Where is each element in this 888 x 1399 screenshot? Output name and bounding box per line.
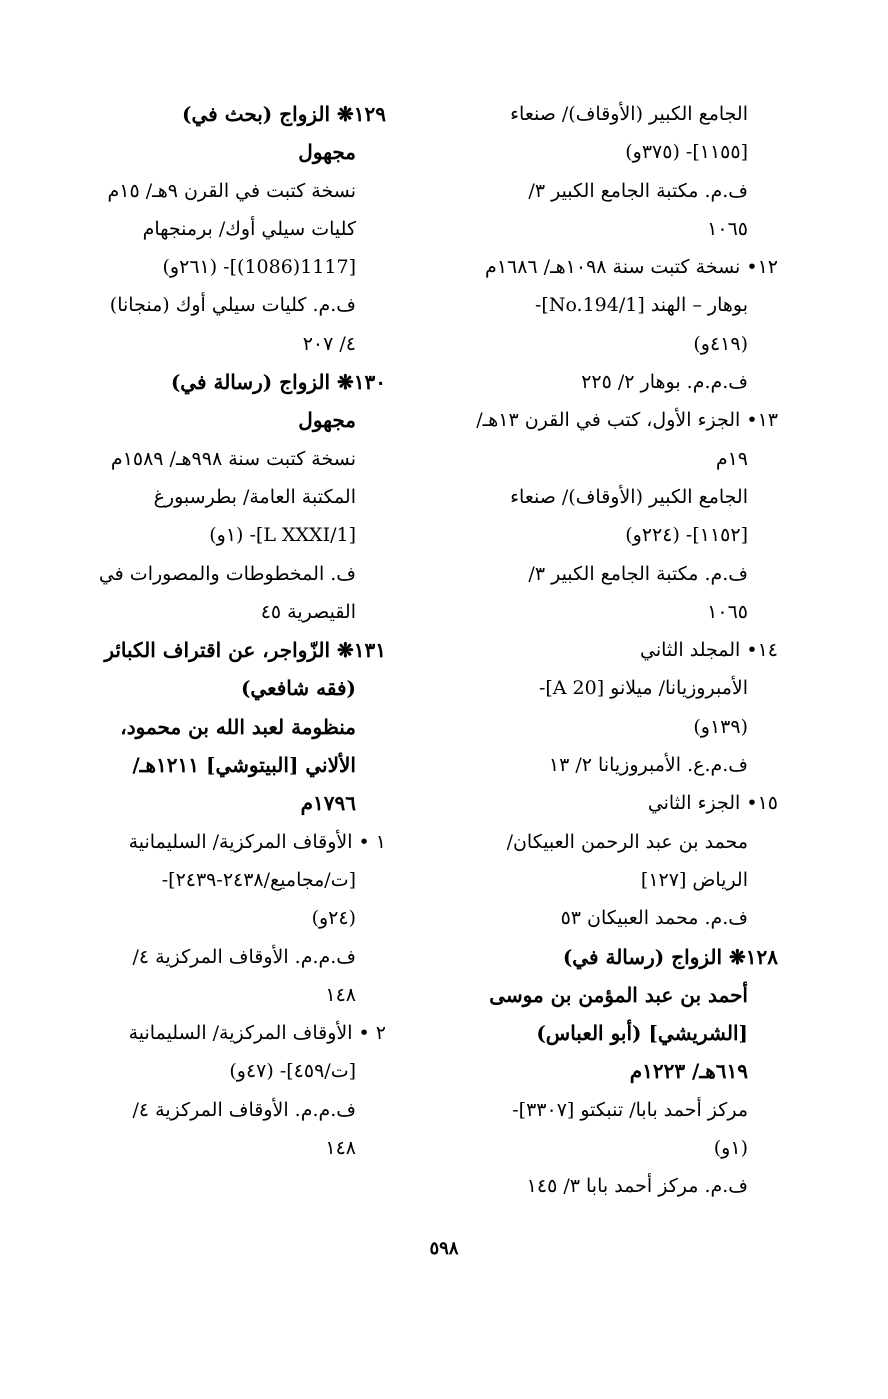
text-line: ف.م. كليات سيلي أوك (منجانا) (109, 294, 356, 317)
text-line: ١ • الأوقاف المركزية/ السليمانية (128, 830, 386, 853)
text-line: [ت/٤٥٩]- (٤٧و) (229, 1060, 356, 1083)
entry-heading-line: منظومة لعبد الله بن محمود، (120, 714, 356, 739)
entry-heading-line: ١٣٠❋ الزواج (رسالة في) (170, 370, 386, 395)
text-line: ١٢• نسخة كتبت سنة ١٠٩٨هـ/ ١٦٨٦م (485, 256, 778, 279)
entry-heading-line: مجهول (298, 408, 356, 433)
entry-heading-line: (فقه شافعي) (240, 676, 356, 701)
text-line: ف.م.ع. الأمبروزيانا ٢/ ١٣ (548, 754, 748, 777)
text-line: ٤/ ٢٠٧ (302, 332, 356, 355)
text-line: ١٠٦٥ (707, 600, 748, 623)
text-line: [L XXXI/1]- (١و) (209, 524, 356, 547)
text-line: نسخة كتبت سنة ٩٩٨هـ/ ١٥٨٩م (110, 447, 356, 470)
text-line: (١٣٩و) (693, 715, 748, 738)
text-line: ١٥• الجزء الثاني (647, 792, 778, 815)
entry-heading-line: ٦١٩هـ/ ١٢٢٣م (629, 1059, 748, 1084)
text-line: الجامع الكبير (الأوقاف)/ صنعاء (510, 485, 748, 508)
text-line: (٢٤و) (311, 907, 356, 930)
text-line: ف.م. مكتبة الجامع الكبير ٣/ (528, 562, 748, 585)
text-line: (٤١٩و) (693, 332, 748, 355)
entry-heading-line: الألاني [البيتوشي] ١٢١١هـ/ (132, 753, 356, 778)
text-line: الرياض [١٢٧] (640, 868, 748, 891)
entry-heading-line: ١٣١❋ الزّواجر، عن اقتراف الكبائر (104, 638, 386, 663)
left-column (51, 95, 386, 1167)
text-line: ١٤٨ (325, 983, 356, 1006)
text-line: الجامع الكبير (الأوقاف)/ صنعاء (510, 103, 748, 125)
text-line: نسخة كتبت في القرن ٩هـ/ ١٥م (107, 179, 356, 202)
entry-heading-line: ١٢٩❋ الزواج (بحث في) (182, 102, 386, 126)
text-line: بوهار – الهند [No.194/1]- (534, 294, 748, 317)
text-line: ف.م. مركز أحمد بابا ٣/ ١٤٥ (526, 1175, 748, 1198)
text-line: الأمبروزيانا/ ميلانو [A 20]- (538, 677, 748, 700)
text-line: محمد بن عبد الرحمن العبيكان/ (506, 830, 748, 853)
text-line: ١٤٨ (325, 1137, 356, 1160)
text-line: [١١٥٥]- (٣٧٥و) (625, 141, 748, 164)
entry-heading-line: مجهول (298, 140, 356, 165)
text-line: ف.م.م. بوهار ٢/ ٢٢٥ (581, 371, 748, 394)
text-line: (١و) (713, 1137, 748, 1160)
right-column (468, 95, 778, 1206)
text-line: ١٤• المجلد الثاني (639, 639, 778, 662)
text-line: ف.م.م. الأوقاف المركزية ٤/ (132, 1098, 356, 1121)
text-line: كليات سيلي أوك/ برمنجهام (142, 217, 356, 240)
text-line: ف.م. محمد العبيكان ٥٣ (560, 907, 748, 930)
text-line: ٢ • الأوقاف المركزية/ السليمانية (128, 1022, 386, 1045)
text-line: [1117(1086)]- (٢٦١و) (162, 256, 356, 279)
text-line: ١٩م (715, 447, 748, 470)
text-line: ف.م. مكتبة الجامع الكبير ٣/ (528, 179, 748, 202)
entry-heading-line: ١٢٨❋ الزواج (رسالة في) (562, 944, 778, 969)
text-line: ف. المخطوطات والمصورات في (98, 562, 356, 585)
text-line: [١١٥٢]- (٢٢٤و) (625, 524, 748, 547)
text-line: ف.م.م. الأوقاف المركزية ٤/ (132, 945, 356, 968)
entry-heading-line: أحمد بن عبد المؤمن بن موسى (489, 982, 748, 1007)
text-line: القيصرية ٤٥ (260, 600, 356, 623)
text-line: المكتبة العامة/ بطرسبورغ (153, 485, 356, 508)
entry-heading-line: ١٧٩٦م (300, 791, 356, 816)
text-line: ١٠٦٥ (707, 217, 748, 240)
text-line: مركز أحمد بابا/ تنبكتو [٣٣٠٧]- (512, 1098, 748, 1121)
text-line: ١٣• الجزء الأول، كتب في القرن ١٣هـ/ (476, 409, 778, 432)
page-number: ٥٩٨ (429, 1238, 459, 1259)
entry-heading-line: [الشريشي] (أبو العباس) (536, 1021, 748, 1046)
text-line: [ت/مجاميع/٢٤٣٨-٢٤٣٩]- (161, 868, 356, 891)
